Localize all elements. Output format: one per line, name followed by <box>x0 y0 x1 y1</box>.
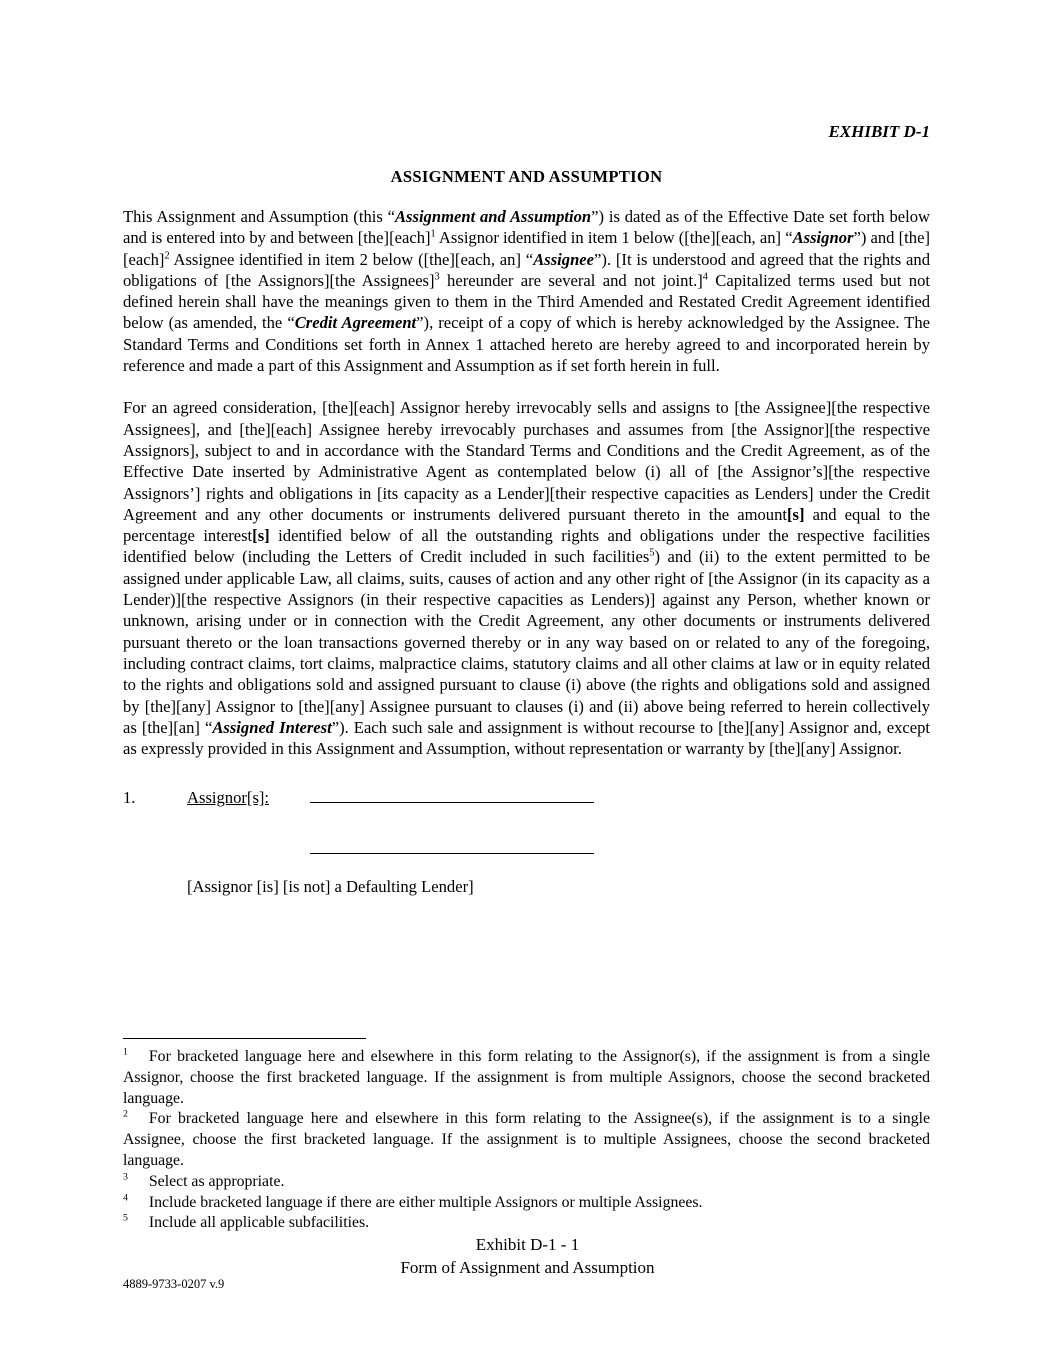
document-id-stamp: 4889-9733-0207 v.9 <box>123 1277 225 1291</box>
fill-in-line <box>310 786 594 803</box>
item-1-row <box>123 786 930 808</box>
footnote: $^5$ Include all applicable subfacilities. <box>123 1213 370 1232</box>
exhibit-label: EXHIBIT D-1 <box>828 122 930 141</box>
paragraph: This Assignment and Assumption (this “Assignment and Assumption”) is dated as of the Effective Date set forth below and is entered into by and between [the][each]$^1$ Assignor identified in item 1 below ([the][each, an] “Assignor”) and [the][each]$^2$ Assignee identified in item 2 below ([the][each, an] “Assignee”). [It is understood and agreed that the rights and obligations of [the Assignors][the Assignees]$^3$ hereunder are several and not joint.]$^4$ Capitalized terms used but not defined herein shall have the meanings given to them in the Third Amended and Restated Credit Agreement identified below (as amended, the “Credit Agreement”), receipt of a copy of which is hereby acknowledged by the Assignee. The Standard Terms and Conditions set forth in Annex 1 attached hereto are hereby agreed to and incorporated herein by reference and made a part of this Assignment and Assumption as if set forth herein in full. <box>123 207 931 376</box>
paragraph: For an agreed consideration, [the][each] Assignor hereby irrevocably sells and assigns to [the Assignee][the respective Assignees], and [the][each] Assignee hereby irrevocably purchases and assumes from [the Assignor][the respective Assignors], subject to and in accordance with the Standard Terms and Conditions and the Credit Agreement, as of the Effective Date inserted by Administrative Agent as contemplated below (i) all of [the Assignor’s][the respective Assignors’] rights and obligations in [its capacity as a Lender][their respective capacities as Lenders] under the Credit Agreement and any other documents or instruments delivered pursuant thereto in the amount[s] and equal to the percentage interest[s] identified below of all the outstanding rights and obligations under the respective facilities identified below (including the Letters of Credit included in such facilities$^5$) and (ii) to the extent permitted to be assigned under applicable Law, all claims, suits, causes of action and any other right of [the Assignor (in its capacity as a Lender)][the respective Assignors (in their respective capacities as Lenders)] against any Person, whether known or unknown, arising under or in connection with the Credit Agreement, any other documents or instruments delivered pursuant thereto or the loan transactions governed thereby or in any way based on or related to any of the foregoing, including contract claims, tort claims, malpractice claims, statutory claims and all other claims at law or in equity related to the rights and obligations sold and assigned pursuant to clause (i) above (the rights and obligations sold and assigned by [the][any] Assignor to [the][any] Assignee pursuant to clauses (i) and (ii) above being referred to herein collectively as [the][an] “Assigned Interest”). Each such sale and assignment is without recourse to [the][any] Assignor and, except as expressly provided in this Assignment and Assumption, without representation or warranty by [the][any] Assignor. <box>123 398 930 759</box>
body-paragraphs <box>123 206 930 759</box>
item-1-assignors <box>123 786 930 897</box>
fill-in-line <box>310 837 594 854</box>
document-title: ASSIGNMENT AND ASSUMPTION <box>390 167 663 186</box>
item-label-assignors: Assignor[s]: <box>187 788 270 808</box>
footer-exhibit-page-number: Exhibit D-1 - 1 <box>475 1235 580 1254</box>
footnotes-list <box>123 1047 930 1234</box>
footer-form-name: Form of Assignment and Assumption <box>400 1258 655 1277</box>
page-content <box>123 121 930 897</box>
footnote-separator <box>123 1038 366 1039</box>
footnote: $^1$ For bracketed language here and elsewhere in this form relating to the Assignor(s), if the assignment is from a single Assignor, choose the first bracketed language. If the assignment is from multiple Assignors, choose the second bracketed language. <box>123 1046 930 1107</box>
footnote: $^4$ Include bracketed language if there are either multiple Assignors or multiple Assignees. <box>123 1192 703 1211</box>
page-footer <box>0 1233 1055 1279</box>
footnote: $^2$ For bracketed language here and elsewhere in this form relating to the Assignee(s), if the assignment is to a single Assignee, choose the first bracketed language. If the assignment is to multiple Assignees, choose the second bracketed language. <box>123 1109 930 1169</box>
item-number: 1. <box>123 788 136 808</box>
footnotes-section <box>123 1038 930 1234</box>
defaulting-lender-note: [Assignor [is] [is not] a Defaulting Lender] <box>187 876 474 896</box>
footnote: $^3$ Select as appropriate. <box>123 1171 285 1190</box>
